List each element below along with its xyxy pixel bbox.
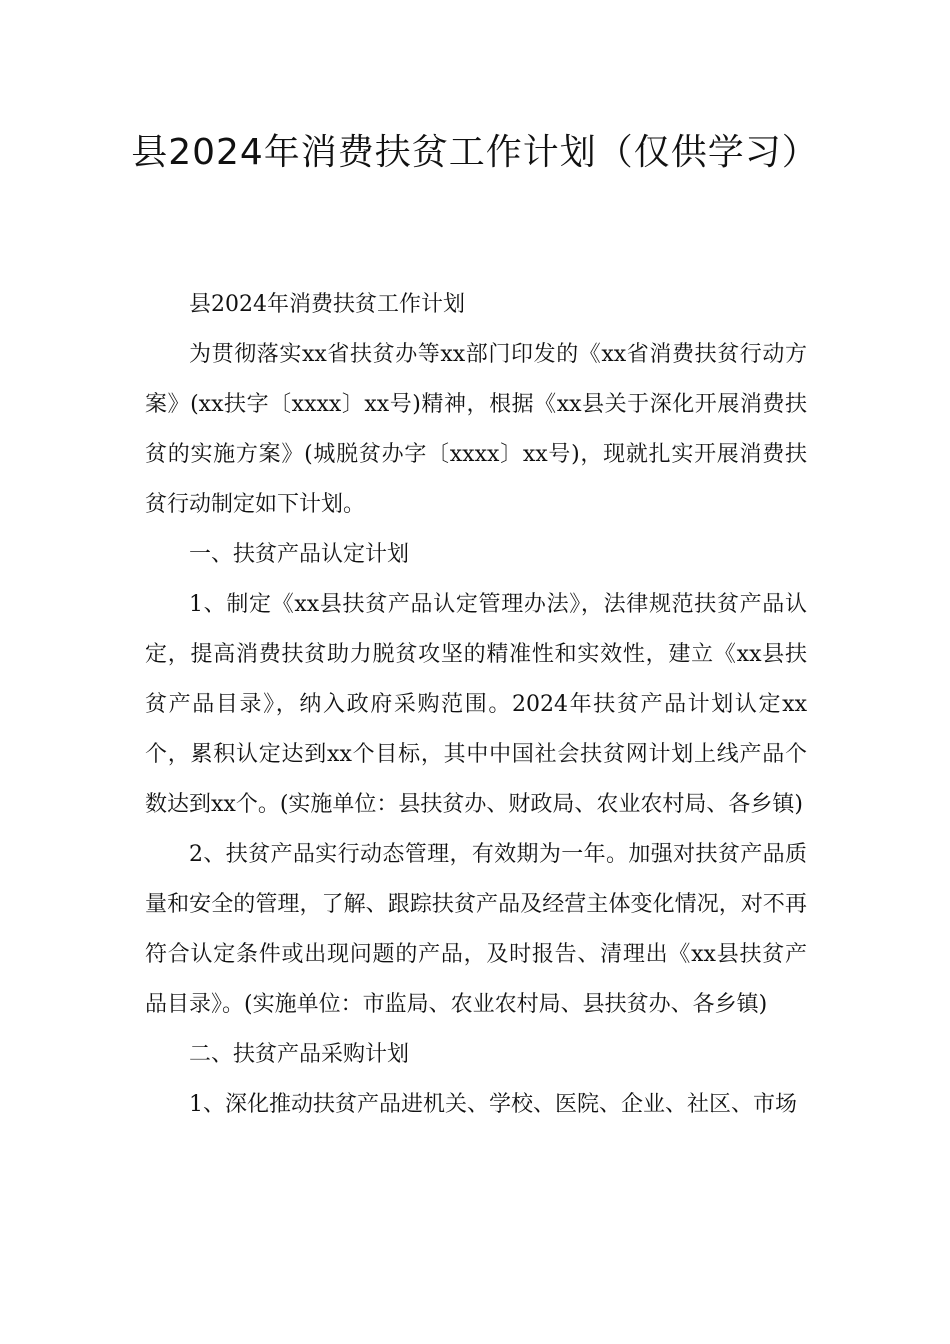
document-body <box>145 280 807 1130</box>
document-title: 县2024年消费扶贫工作计划（仅供学习） <box>131 132 819 173</box>
section-1-item-2: 2、扶贫产品实行动态管理，有效期为一年。加强对扶贫产品质量和安全的管理，了解、跟踪扶贫产品及经营主体变化情况，对不再符合认定条件或出现问题的产品，及时报告、清理出《xx县扶贫产品目录》。(实施单位：市监局、农业农村局、县扶贫办、各乡镇) <box>145 842 807 1017</box>
section-heading-1: 一、扶贫产品认定计划 <box>189 542 410 567</box>
section-heading-2: 二、扶贫产品采购计划 <box>189 1042 410 1067</box>
section-1-item-1: 1、制定《xx县扶贫产品认定管理办法》，法律规范扶贫产品认定，提高消费扶贫助力脱贫攻坚的精准性和实效性，建立《xx县扶贫产品目录》，纳入政府采购范围。2024年扶贫产品计划认定xx个，累积认定达到xx个目标，其中中国社会扶贫网计划上线产品个数达到xx个。(实施单位：县扶贫办、财政局、农业农村局、各乡镇) <box>145 592 807 817</box>
subtitle-paragraph: 县2024年消费扶贫工作计划 <box>189 292 465 317</box>
section-2-item-1: 1、深化推动扶贫产品进机关、学校、医院、企业、社区、市场 <box>189 1092 797 1117</box>
intro-paragraph: 为贯彻落实xx省扶贫办等xx部门印发的《xx省消费扶贫行动方案》(xx扶字〔xxxx〕xx号)精神，根据《xx县关于深化开展消费扶贫的实施方案》(城脱贫办字〔xxxx〕xx号)，现就扎实开展消费扶贫行动制定如下计划。 <box>145 342 807 517</box>
